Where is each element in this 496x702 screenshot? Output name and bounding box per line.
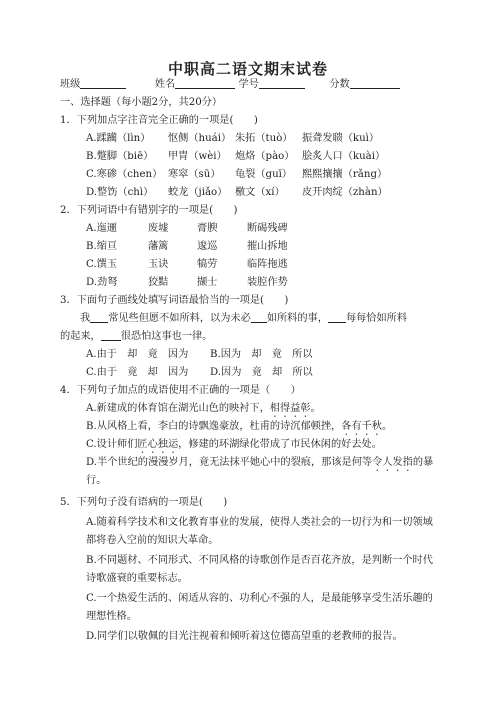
q5-option-c-cont: 理想性格。 bbox=[86, 611, 137, 622]
id-blank[interactable] bbox=[259, 78, 305, 89]
option-text: 脍炙人口（kuài） bbox=[302, 151, 386, 162]
q3-option-b[interactable]: B.因为 却 竟 所以 bbox=[210, 349, 313, 360]
question-2-stem: 2．下列词语中有错别字的一项是( ) bbox=[60, 205, 238, 216]
student-info-row bbox=[60, 78, 400, 92]
option-text: 膏腴 bbox=[197, 223, 218, 234]
name-blank[interactable] bbox=[175, 78, 235, 89]
option-text: B.缩亘 bbox=[86, 241, 118, 252]
option-text: 振聋发聩（kuì） bbox=[302, 133, 380, 144]
passage-text: 很恐怕这事也一律。 bbox=[120, 331, 213, 342]
option-text: 龟裂（guī） bbox=[235, 169, 293, 180]
option-text: 朱拓（tuò） bbox=[235, 133, 293, 144]
passage-text: 的起来， bbox=[60, 331, 101, 342]
option-text: D.整饬（chì） bbox=[86, 187, 154, 198]
q4-option-d-cont: 行。 bbox=[86, 475, 107, 486]
option-text: C.设计师们 bbox=[86, 439, 138, 450]
option-text: 装腔作势 bbox=[247, 277, 288, 288]
option-text: 的暴 bbox=[412, 457, 434, 468]
q3-option-d[interactable]: D.因为 竟 却 所以 bbox=[210, 367, 313, 378]
section-heading: 一、选择题（每小题2分，共20分） bbox=[60, 97, 223, 108]
option-text: 犒劳 bbox=[197, 259, 218, 270]
q4-option-d[interactable] bbox=[86, 456, 433, 474]
name-label: 姓名 bbox=[154, 79, 176, 90]
dotted-idiom: 相得益彰 bbox=[269, 403, 311, 414]
option-text: 。 bbox=[381, 421, 393, 432]
option-text: 炮烙（pào） bbox=[235, 151, 295, 162]
option-text: A.迤逦 bbox=[86, 223, 117, 234]
option-text: 藩篱 bbox=[148, 241, 169, 252]
q4-option-a[interactable] bbox=[86, 402, 321, 420]
option-text: D.半个世纪的漫漫岁月，竟无法抹平她心中的裂痕，那该是何等 bbox=[86, 457, 373, 468]
class-label: 班级 bbox=[60, 79, 81, 90]
option-text: 摧山拆地 bbox=[247, 241, 288, 252]
q3-option-a[interactable]: A.由于 却 竟 因为 bbox=[86, 349, 189, 360]
dotted-idiom: 各有千秋 bbox=[341, 421, 382, 432]
option-text: 。 bbox=[310, 403, 321, 414]
exam-title: 中职高二语文期末试卷 bbox=[167, 60, 328, 78]
option-text: A.新建成的体育馆在湖光山色的映衬下， bbox=[86, 403, 270, 414]
option-text: 皮开肉绽（zhàn） bbox=[302, 187, 388, 198]
q5-option-a[interactable]: A.随着科学技术和文化教育事业的发展，使得人类社会的一切行为和一切领域 bbox=[86, 517, 433, 528]
fill-blank-3[interactable] bbox=[328, 312, 346, 323]
fill-blank-1[interactable] bbox=[90, 312, 108, 323]
q5-option-d[interactable]: D.同学们以敬佩的目光注视着和倾听着这位德高望重的老教师的报告。 bbox=[86, 631, 403, 642]
passage-text: 常见些但愿不如所料，以为未必 bbox=[108, 313, 251, 324]
option-text: 蛟龙（jiǎo） bbox=[168, 187, 228, 198]
passage-text: 我 bbox=[80, 313, 91, 324]
q3-option-c[interactable]: C.由于 竟 却 因为 bbox=[86, 367, 189, 378]
option-text: D.劲弩 bbox=[86, 277, 118, 288]
passage-text: 如所料的事， bbox=[266, 313, 328, 324]
class-blank[interactable] bbox=[80, 78, 126, 89]
option-text: 逡巡 bbox=[197, 241, 218, 252]
dotted-idiom: 匠心独运 bbox=[137, 439, 179, 450]
q5-option-c[interactable]: C.一个热爱生活的、闲适从容的、功利心不强的人，是最能够享受生活乐趣的 bbox=[86, 593, 433, 604]
score-label: 分数 bbox=[329, 79, 350, 90]
option-text: 临阵拖逃 bbox=[247, 259, 288, 270]
option-text: 玉诀 bbox=[148, 259, 169, 270]
option-text: 寒窣（sū） bbox=[168, 169, 221, 180]
fill-blank-2[interactable] bbox=[251, 312, 267, 323]
option-text: 狡黠 bbox=[148, 277, 169, 288]
option-text: C.馔玉 bbox=[86, 259, 118, 270]
q5-option-b-cont: 诗歌盛衰的重要标志。 bbox=[86, 573, 188, 584]
question-4-stem: 4．下列句子加点的成语使用不正确的一项是（ ） bbox=[60, 385, 301, 396]
option-text: 怄侧（huái） bbox=[168, 133, 232, 144]
option-text: 甲胄（wèi） bbox=[168, 151, 227, 162]
option-text: 撷士 bbox=[197, 277, 218, 288]
q5-option-b[interactable]: B.不同题材、不同形式、不同风格的诗歌创作是否百花齐放，是判断一个时代 bbox=[86, 555, 433, 566]
question-5-stem: 5．下列句子没有语病的一项是( ) bbox=[60, 497, 228, 508]
q4-option-c[interactable] bbox=[86, 438, 382, 456]
option-text: ，修建的环湖绿化带成了市民休闲的好去处。 bbox=[178, 439, 382, 450]
dotted-idiom: 令人发指 bbox=[372, 457, 413, 468]
score-blank[interactable] bbox=[350, 78, 400, 89]
option-text: 断碣残碑 bbox=[247, 223, 288, 234]
passage-text: 每每恰如所料 bbox=[345, 313, 408, 324]
question-3-passage-line2 bbox=[60, 330, 212, 344]
option-text: 熙熙攘攘（rǎng） bbox=[302, 169, 388, 180]
option-text: A.蹂躏（lìn） bbox=[86, 133, 151, 144]
question-3-stem: 3．下面句子画线处填写词语最恰当的一项是( ) bbox=[60, 295, 289, 306]
fill-blank-4[interactable] bbox=[101, 330, 121, 341]
option-text: B.从风格上看，李白的诗飘逸豪放，杜甫的诗沉郁顿挫， bbox=[86, 421, 342, 432]
option-text: C.寒碜（chen） bbox=[86, 169, 163, 180]
q4-option-b[interactable] bbox=[86, 420, 392, 438]
option-text: 废墟 bbox=[148, 223, 169, 234]
q5-option-a-cont: 都将卷入空前的知识大革命。 bbox=[86, 535, 219, 546]
question-3-passage-line1 bbox=[80, 312, 407, 326]
id-label: 学号 bbox=[238, 79, 259, 90]
option-text: 檄文（xí） bbox=[235, 187, 285, 198]
option-text: B.蹩脚（biē） bbox=[86, 151, 154, 162]
question-1-stem: 1．下列加点字注音完全正确的一项是( ) bbox=[60, 115, 258, 126]
